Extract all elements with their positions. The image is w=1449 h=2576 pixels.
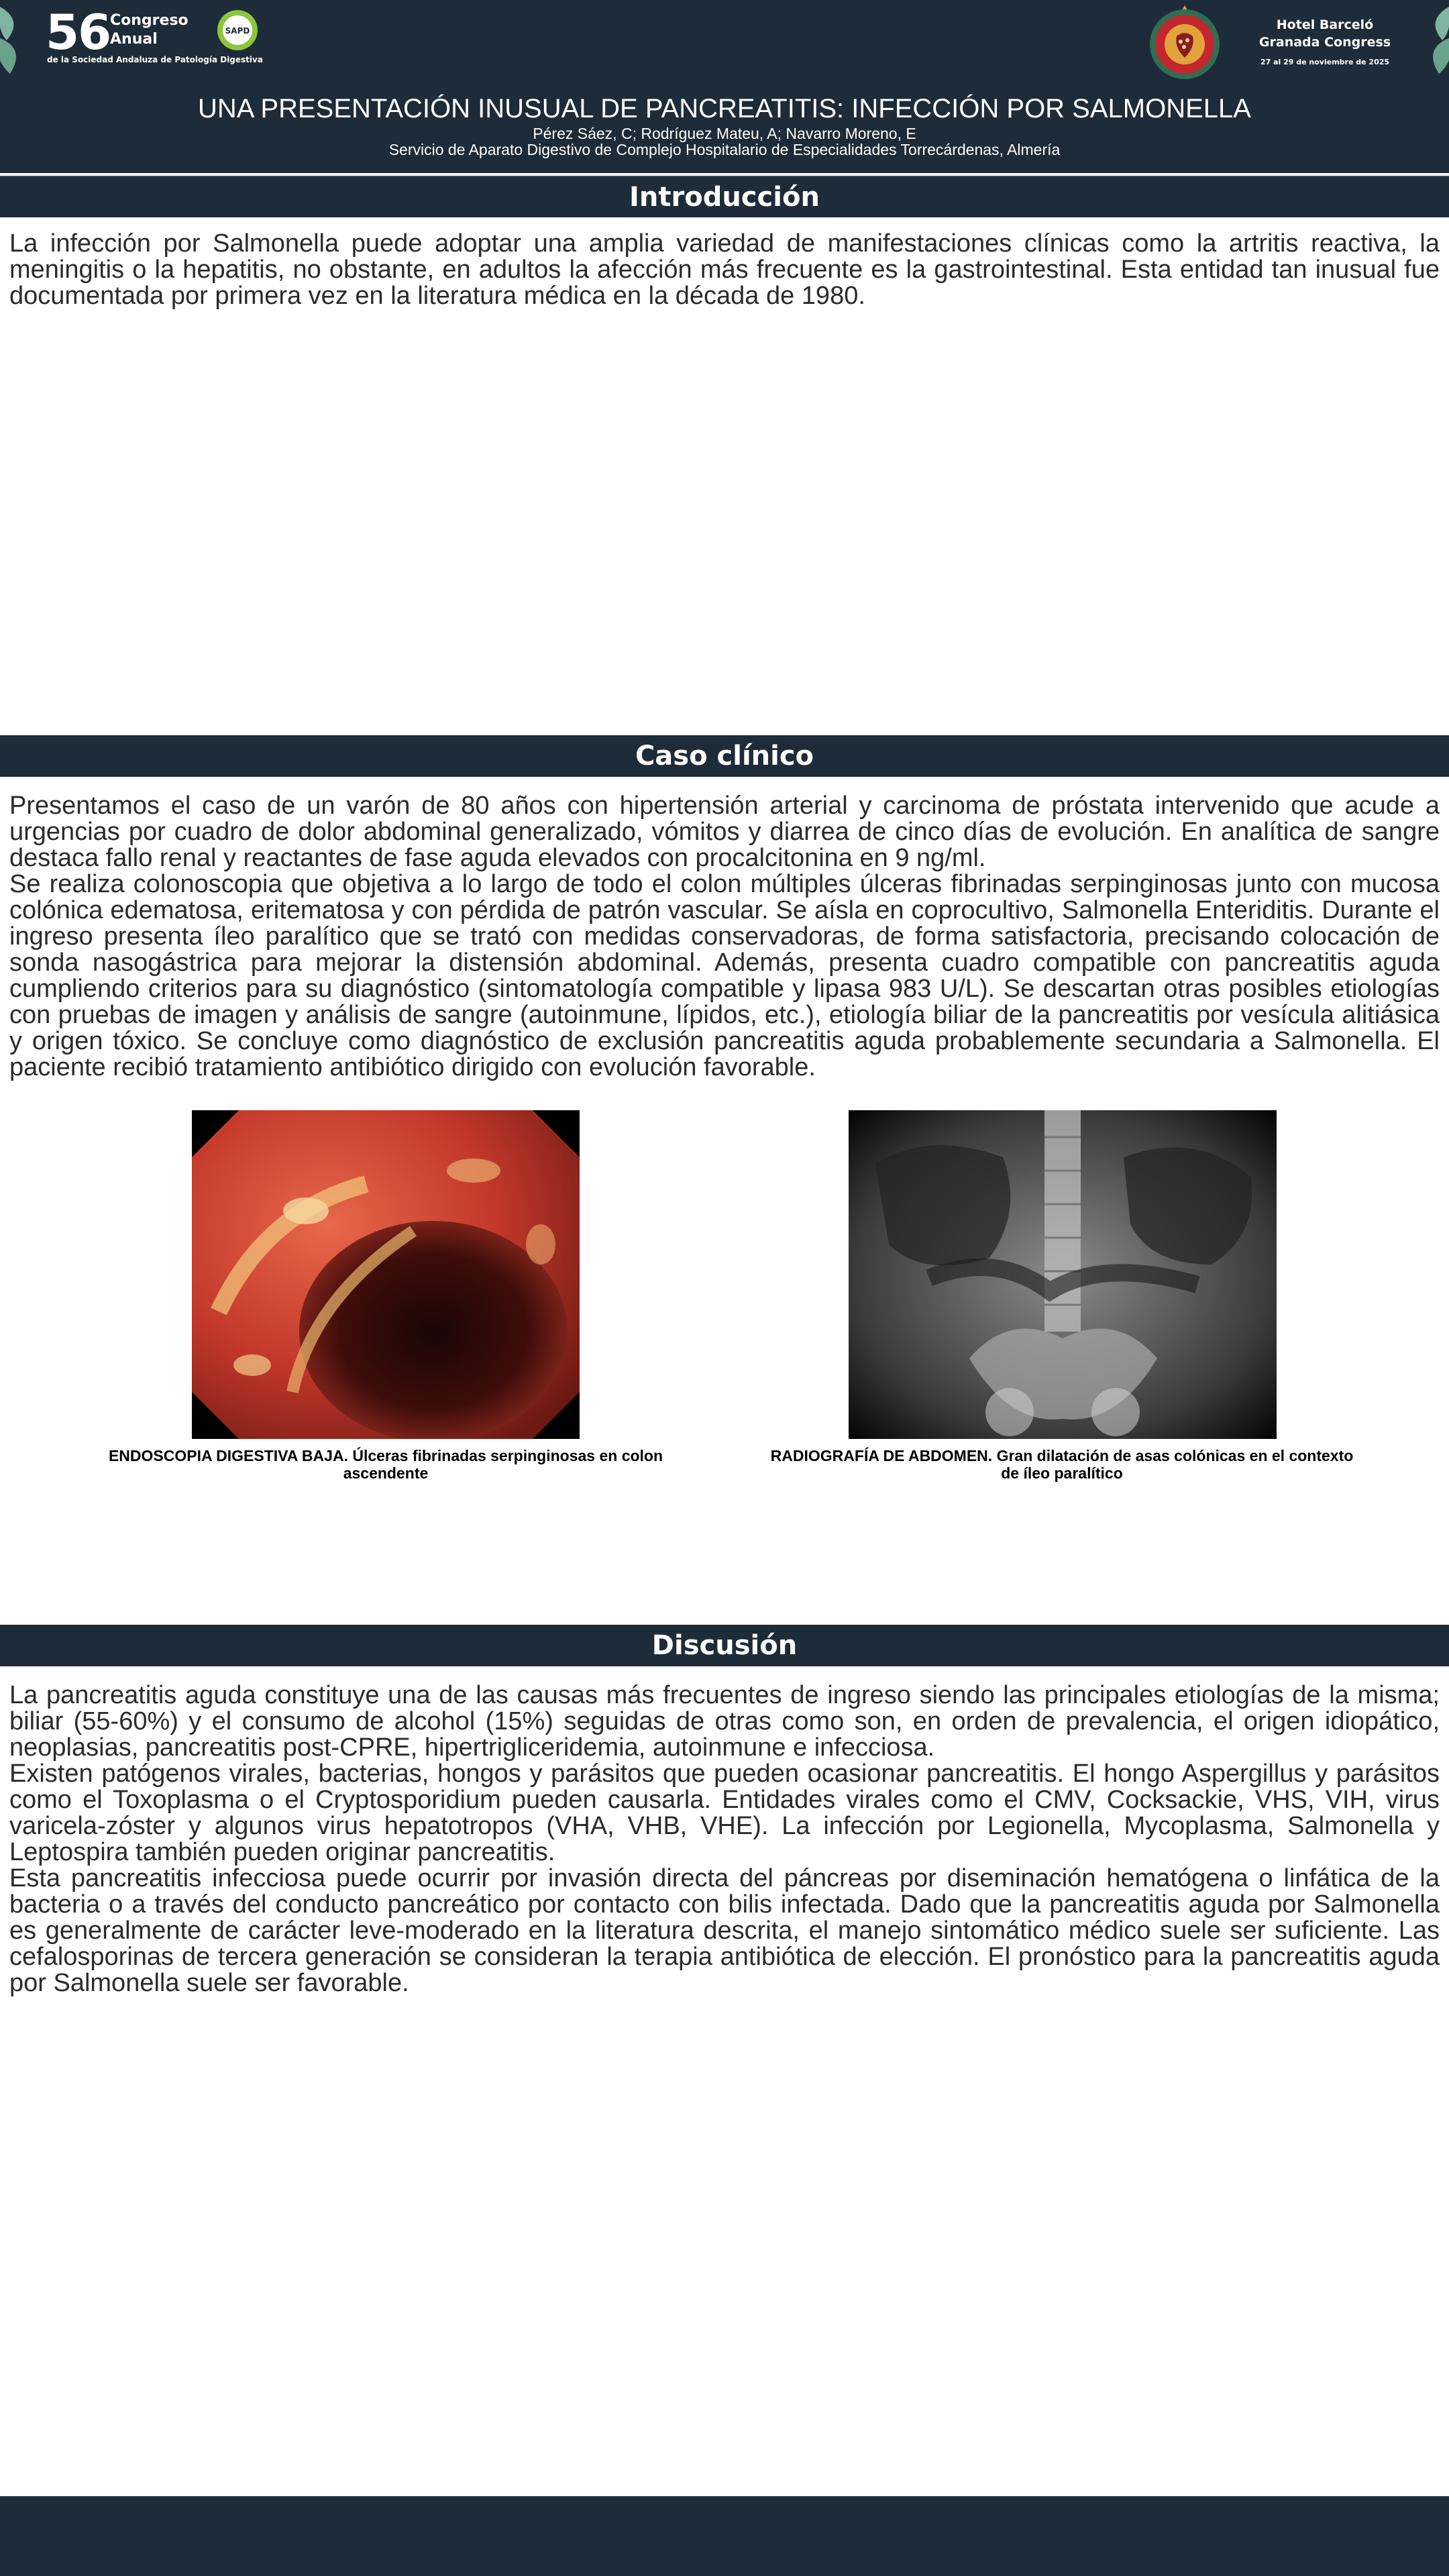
sapd-logo: [217, 9, 258, 51]
venue-congress: Granada Congress: [1258, 35, 1391, 50]
caso-clinico-paragraph-1: Presentamos el caso de un varón de 80 años con hipertensión arterial y carcinoma de próstata intervenido que acude a urgencias por cuadro de dolor abdominal generalizado, vómitos y diarrea de cinco días de evolución. En analítica de sangre destaca fallo renal y reactantes de fase aguda elevados con procalcitonina en 9 ng/ml.: [9, 792, 1440, 872]
congress-subtitle: de la Sociedad Andaluza de Patología Digestiva: [47, 55, 263, 64]
section-heading-caso-clinico: Caso clínico: [0, 735, 1449, 777]
introduccion-body: [9, 231, 1440, 309]
venue-hotel: Hotel Barceló: [1276, 17, 1374, 32]
congress-label-1: Congreso: [110, 12, 189, 29]
introduccion-paragraph: La infección por Salmonella puede adoptar una amplia variedad de manifestaciones clínicas como la artritis reactiva, la meningitis o la hepatitis, no obstante, en adultos la afección más frecuente es la gastrointestinal. Esta entidad tan inusual fue documentada por primera vez en la literatura médica en la década de 1980.: [9, 229, 1440, 310]
poster-footer: [0, 2496, 1449, 2576]
discusion-paragraph-2: Existen patógenos virales, bacterias, hongos y parásitos que pueden ocasionar pancreatitis. El hongo Aspergillus y parásitos como el Toxoplasma o el Cryptosporidium pueden causarla. Entidades virales como el CMV, Cocksackie, VHS, VIH, virus varicela-zóster y algunos virus hepatotropos (VHA, VHB, VHE). La infección por Legionella, Mycoplasma, Salmonella y Leptospira también pueden originar pancreatitis.: [9, 1760, 1440, 1866]
venue-dates: 27 al 29 de noviembre de 2025: [1260, 58, 1390, 66]
abdominal-xray-image: [849, 1110, 1277, 1439]
poster-header: [0, 0, 1449, 173]
discusion-paragraph-3: Esta pancreatitis infecciosa puede ocurrir por invasión directa del páncreas por diseminación hematógena o linfática de la bacteria o a través del conducto pancreático por contacto con bilis infectada. Dado que la pancreatitis aguda por Salmonella es generalmente de carácter leve-moderado en la literatura descrita, el manejo sintomático médico suele ser suficiente. Las cefalosporinas de tercera generación se consideran la terapia antibiótica de elección. El pronóstico para la pancreatitis aguda por Salmonella suele ser favorable.: [9, 1864, 1440, 1997]
leaf-decoration-right: [1415, 0, 1449, 80]
endoscopy-image: [192, 1110, 580, 1439]
poster-authors: Pérez Sáez, C; Rodríguez Mateu, A; Navarro Moreno, E: [533, 125, 916, 142]
congress-number: 56: [46, 4, 111, 60]
section-heading-introduccion: Introducción: [0, 176, 1449, 217]
xray-caption: RADIOGRAFÍA DE ABDOMEN. Gran dilatación de asas colónicas en el contexto de íleo paralítico: [770, 1447, 1354, 1482]
venue-info: [1248, 16, 1402, 66]
poster-title: UNA PRESENTACIÓN INUSUAL DE PANCREATITIS: INFECCIÓN POR SALMONELLA: [198, 94, 1251, 123]
endoscopy-caption: ENDOSCOPIA DIGESTIVA BAJA. Úlceras fibrinadas serpinginosas en colon ascendente: [108, 1447, 663, 1482]
discusion-body: [9, 1682, 1440, 1996]
leaf-decoration-left: [0, 0, 34, 80]
poster-affiliation: Servicio de Aparato Digestivo de Complejo Hospitalario de Especialidades Torrecárdenas, Almería: [388, 141, 1061, 158]
granada-emblem-icon: [1143, 0, 1226, 83]
caso-clinico-paragraph-2: Se realiza colonoscopia que objetiva a lo largo de todo el colon múltiples úlceras fibrinadas serpinginosas junto con mucosa colónica edematosa, eritematosa y con pérdida de patrón vascular. Se aísla en coprocultivo, Salmonella Enteriditis. Durante el ingreso presenta íleo paralítico que se trató con medidas conservadoras, de forma satisfactoria, precisando colocación de sonda nasogástrica para mejorar la distensión abdominal. Además, presenta cuadro compatible con pancreatitis aguda cumpliendo criterios para su diagnóstico (sintomatología compatible y lipasa 983 U/L). Se descartan otras posibles etiologías con pruebas de imagen y análisis de sangre (autoinmune, lípidos, etc.), etiología biliar de la pancreatitis por vesícula alitiásica y origen tóxico. Se concluye como diagnóstico de exclusión pancreatitis aguda probablemente secundaria a Salmonella. El paciente recibió tratamiento antibiótico dirigido con evolución favorable.: [9, 870, 1440, 1081]
congress-label-2: Anual: [110, 31, 158, 48]
section-heading-discusion: Discusión: [0, 1625, 1449, 1666]
discusion-paragraph-1: La pancreatitis aguda constituye una de las causas más frecuentes de ingreso siendo las principales etiologías de la misma; biliar (55-60%) y el consumo de alcohol (15%) seguidas de otras como son, en orden de prevalencia, el origen idiopático, neoplasias, pancreatitis post-CPRE, hipertrigliceridemia, autoinmune e infecciosa.: [9, 1681, 1440, 1762]
sapd-logo-text: SAPD: [225, 26, 250, 36]
caso-clinico-body: [9, 793, 1440, 1081]
